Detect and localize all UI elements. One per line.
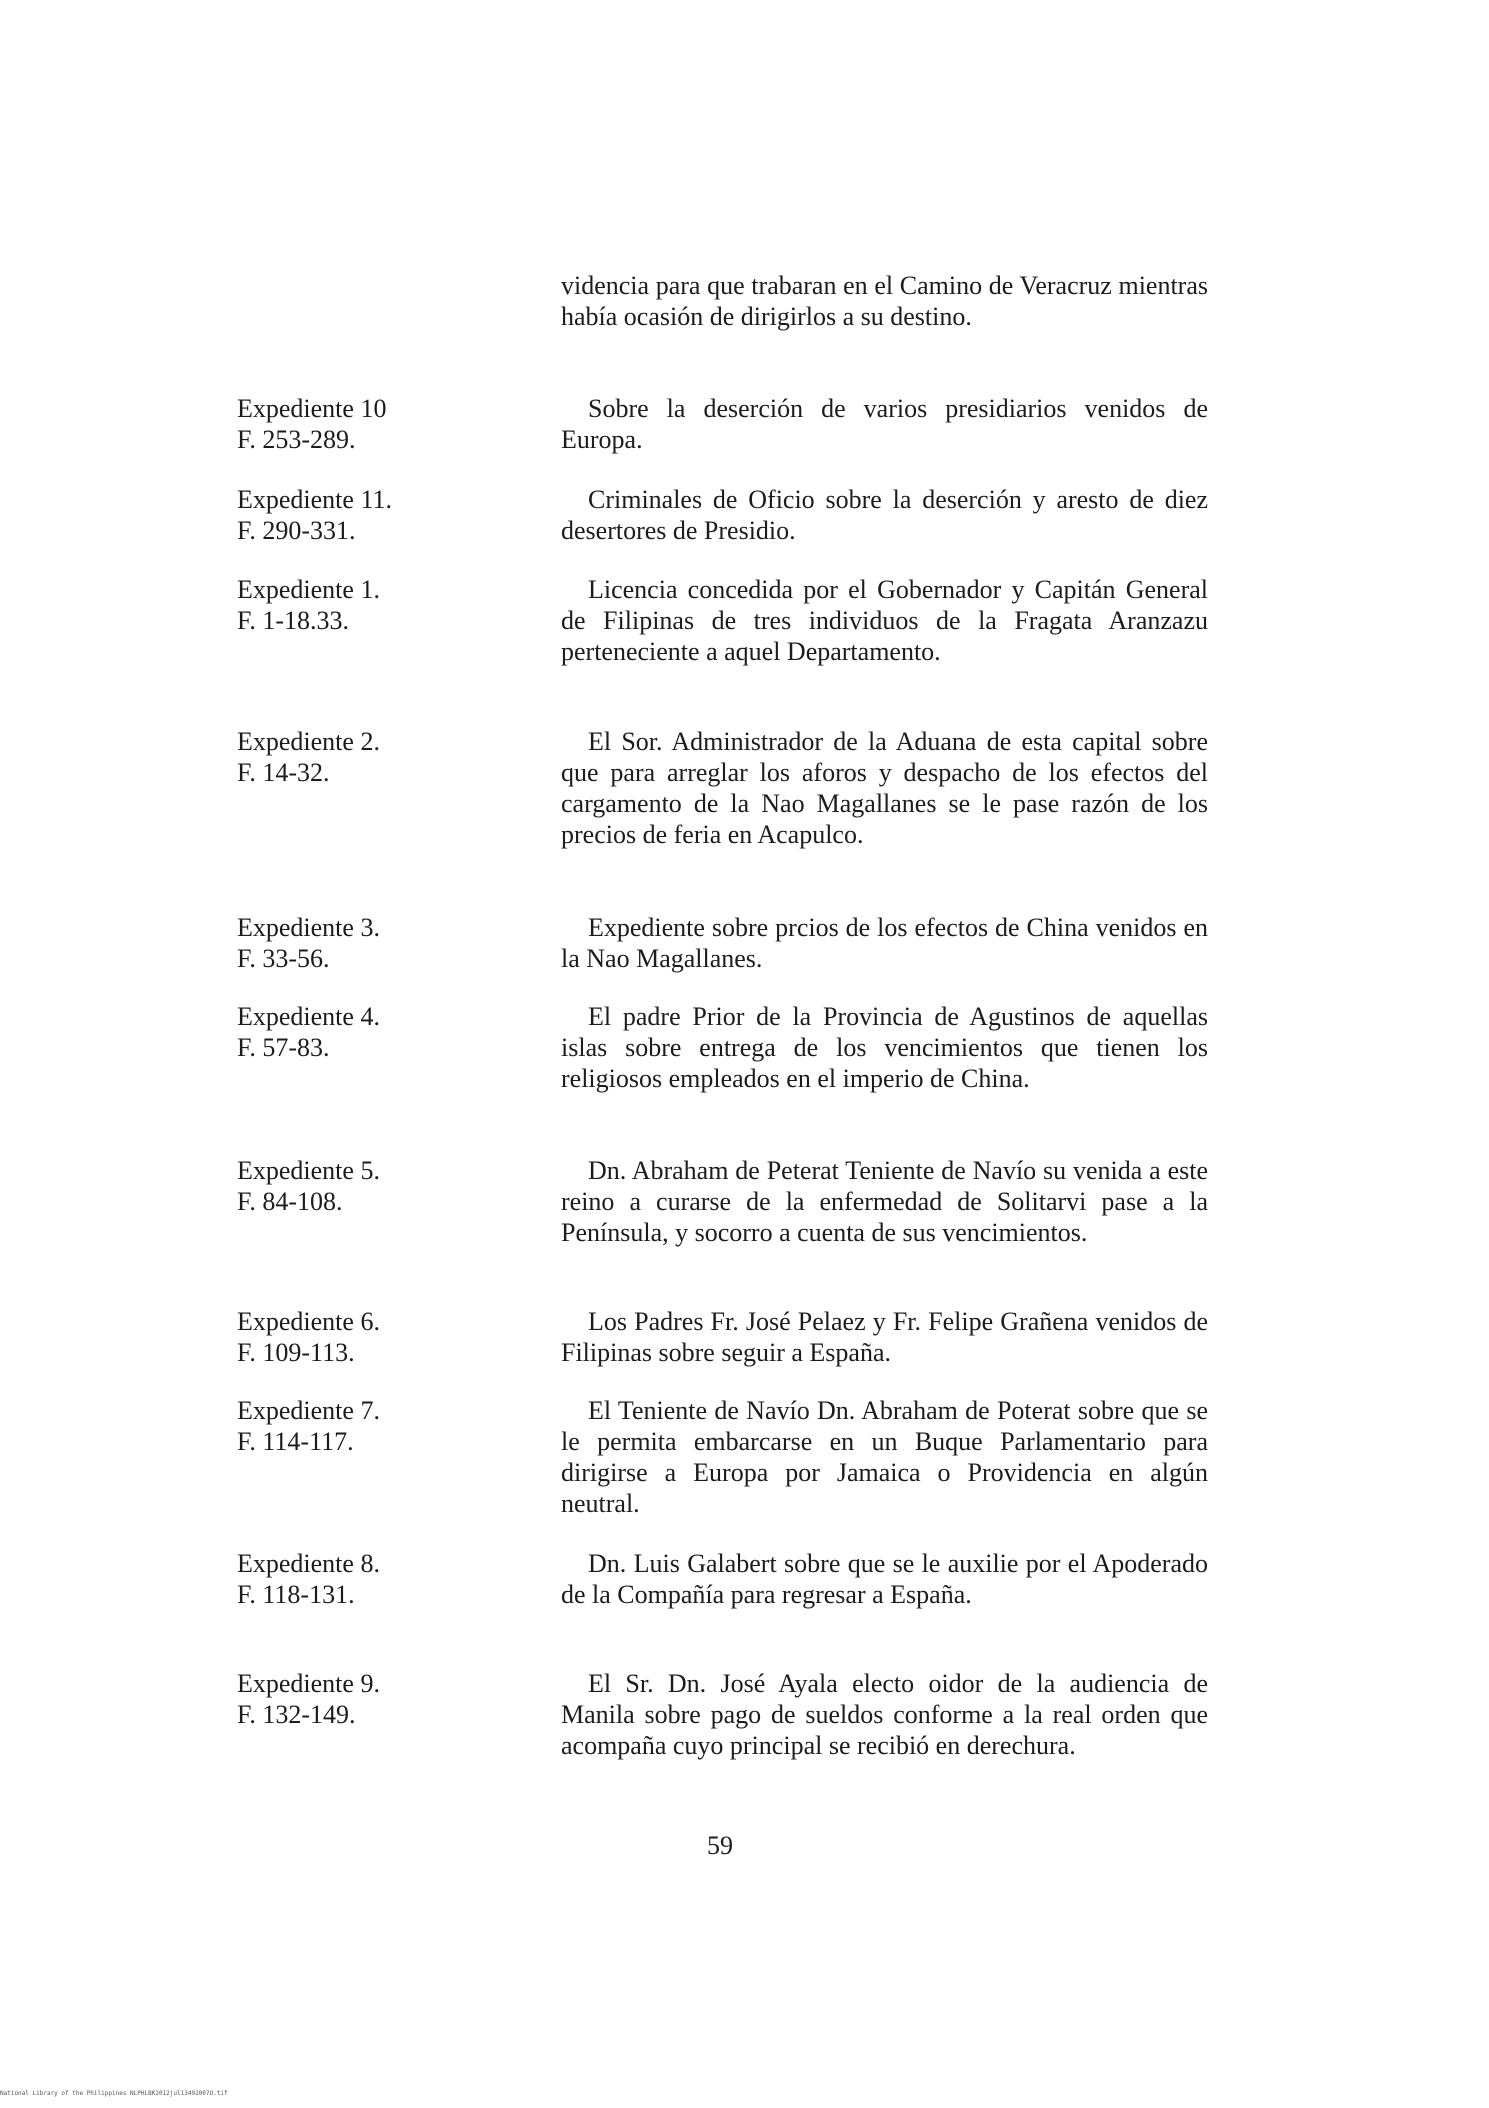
expediente-label: Expediente 8. — [237, 1549, 380, 1578]
entry-reference — [237, 726, 467, 788]
entry-reference — [237, 1668, 467, 1730]
entry-description: Sobre la deserción de varios presidiarios venidos de Europa. — [561, 394, 1208, 454]
expediente-label: Expediente 1. — [237, 575, 380, 604]
entry-reference — [237, 1001, 467, 1063]
entry-description: El Sor. Administrador de la Aduana de esta capital sobre que para arreglar los aforos y despacho de los efectos del cargamento de la Nao Magallanes se le pase razón de los precios de feria en Acapulco. — [561, 727, 1208, 849]
entry-reference — [237, 484, 467, 546]
folio-range: F. 114-117. — [237, 1427, 354, 1456]
folio-range: F. 57-83. — [237, 1033, 330, 1062]
entry-description: Criminales de Oficio sobre la deserción y aresto de diez desertores de Presidio. — [561, 485, 1208, 545]
entry-reference — [237, 574, 467, 636]
folio-range: F. 290-331. — [237, 516, 356, 545]
scan-footer: National Library of the Philippines NLPHLBK2012jul13492007O.tif — [0, 2090, 228, 2097]
folio-range: F. 14-32. — [237, 758, 330, 787]
folio-range: F. 109-113. — [237, 1338, 355, 1367]
expediente-label: Expediente 9. — [237, 1669, 380, 1698]
expediente-label: Expediente 7. — [237, 1396, 380, 1425]
entry-description: Dn. Luis Galabert sobre que se le auxilie por el Apoderado de la Compañía para regresar a España. — [561, 1549, 1208, 1609]
entry-reference — [237, 1306, 467, 1368]
expediente-label: Expediente 2. — [237, 727, 380, 756]
entry-description: Los Padres Fr. José Pelaez y Fr. Felipe Grañena venidos de Filipinas sobre seguir a España. — [561, 1307, 1208, 1367]
page-number: 59 — [707, 1831, 733, 1860]
entry-reference — [237, 1548, 467, 1610]
entry-reference — [237, 393, 467, 455]
expediente-label: Expediente 4. — [237, 1002, 380, 1031]
expediente-label: Expediente 10 — [237, 394, 387, 423]
entry-description: Dn. Abraham de Peterat Teniente de Navío su venida a este reino a curarse de la enfermedad de Solitarvi pase a la Península, y socorro a cuenta de sus vencimientos. — [561, 1156, 1208, 1247]
folio-range: F. 1-18.33. — [237, 606, 350, 635]
folio-range: F. 33-56. — [237, 944, 330, 973]
expediente-label: Expediente 11. — [237, 485, 392, 514]
expediente-label: Expediente 3. — [237, 913, 380, 942]
entry-reference — [237, 1395, 467, 1457]
entry-description: El Teniente de Navío Dn. Abraham de Poterat sobre que se le permita embarcarse en un Buque Parlamentario para dirigirse a Europa por Jamaica o Providencia en algún neutral. — [561, 1396, 1208, 1518]
entry-description: Expediente sobre prcios de los efectos de China venidos en la Nao Magallanes. — [561, 913, 1208, 973]
folio-range: F. 118-131. — [237, 1580, 355, 1609]
expediente-label: Expediente 5. — [237, 1156, 380, 1185]
intro-paragraph: videncia para que trabaran en el Camino de Veracruz mientras había ocasión de dirigirlos a su destino. — [561, 271, 1208, 331]
entry-reference — [237, 1155, 467, 1217]
folio-range: F. 84-108. — [237, 1187, 343, 1216]
entry-reference — [237, 912, 467, 974]
entry-description: Licencia concedida por el Gobernador y Capitán General de Filipinas de tres individuos de la Fragata Aranzazu perteneciente a aquel Departamento. — [561, 575, 1208, 666]
entry-description: El padre Prior de la Provincia de Agustinos de aquellas islas sobre entrega de los vencimientos que tienen los religiosos empleados en el imperio de China. — [561, 1002, 1208, 1093]
entry-description: El Sr. Dn. José Ayala electo oidor de la audiencia de Manila sobre pago de sueldos conforme a la real orden que acompaña cuyo principal se recibió en derechura. — [561, 1669, 1208, 1760]
folio-range: F. 253-289. — [237, 425, 356, 454]
folio-range: F. 132-149. — [237, 1700, 356, 1729]
expediente-label: Expediente 6. — [237, 1307, 380, 1336]
